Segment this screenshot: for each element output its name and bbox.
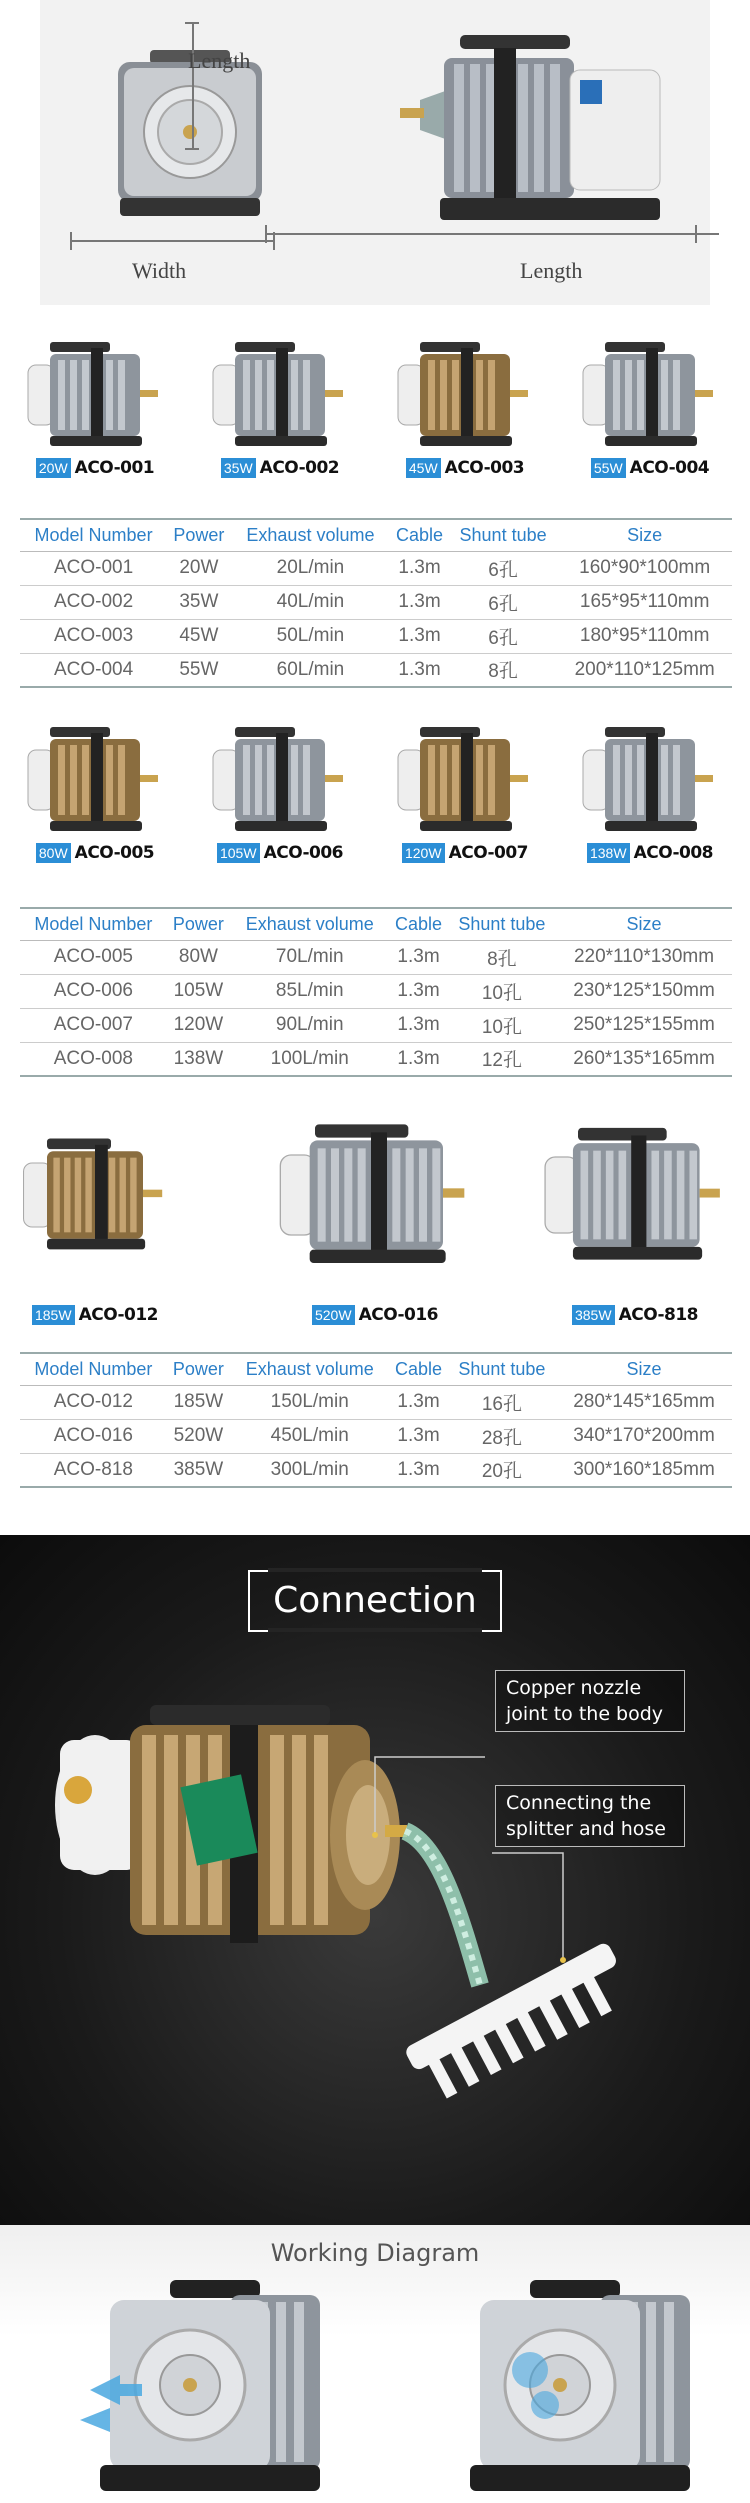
- table-row: [20, 1042, 732, 1076]
- gold-pump-image: [390, 340, 540, 450]
- width-label: Width: [132, 258, 187, 283]
- product-tag: [380, 843, 550, 863]
- table-row: [20, 551, 732, 585]
- table-cell: 12孔: [448, 1042, 556, 1076]
- table-cell: ACO-002: [20, 585, 167, 619]
- gold-pump-image: [390, 725, 540, 835]
- table-cell: 300*160*185mm: [556, 1453, 732, 1487]
- model-label: ACO-001: [74, 458, 155, 478]
- model-label: ACO-005: [74, 843, 155, 863]
- model-label: ACO-818: [618, 1305, 699, 1325]
- pump-connection-image: [40, 1685, 740, 2125]
- column-header: Size: [556, 1353, 732, 1385]
- table-cell: 1.3m: [389, 1042, 447, 1076]
- table-row: [20, 653, 732, 687]
- table-cell: 50L/min: [231, 619, 391, 653]
- length-label-horizontal: Length: [520, 258, 583, 283]
- table-cell: 230*125*150mm: [556, 974, 732, 1008]
- column-header: Cable: [389, 1353, 447, 1385]
- pump-working-image-left: [80, 2280, 350, 2495]
- table-cell: 200*110*125mm: [557, 653, 732, 687]
- table-row: [20, 619, 732, 653]
- table-cell: 20L/min: [231, 551, 391, 585]
- table-cell: 1.3m: [390, 551, 449, 585]
- table-cell: ACO-016: [20, 1419, 167, 1453]
- product-tag: [265, 1305, 485, 1325]
- table-cell: 6孔: [449, 619, 558, 653]
- table-cell: 385W: [167, 1453, 230, 1487]
- table-cell: 20孔: [448, 1453, 556, 1487]
- table-cell: 250*125*155mm: [556, 1008, 732, 1042]
- power-badge: 105W: [217, 843, 260, 863]
- table-cell: 160*90*100mm: [557, 551, 732, 585]
- silver-pump-image: [575, 725, 725, 835]
- table-row: [20, 1008, 732, 1042]
- product-tag: [535, 1305, 735, 1325]
- column-header: Exhaust volume: [230, 1353, 389, 1385]
- column-header: Size: [556, 908, 732, 940]
- table-cell: ACO-001: [20, 551, 167, 585]
- power-badge: 520W: [312, 1305, 355, 1325]
- model-label: ACO-016: [358, 1305, 439, 1325]
- product-card: [535, 1120, 735, 1330]
- table-cell: 260*135*165mm: [556, 1042, 732, 1076]
- table-header-row: [20, 908, 732, 940]
- pump-working-image-right: [470, 2280, 720, 2495]
- pump-front-view-image: [110, 50, 270, 220]
- table-cell: 90L/min: [230, 1008, 389, 1042]
- column-header: Size: [557, 519, 732, 551]
- table-cell: 150L/min: [230, 1385, 389, 1419]
- product-tag: [380, 458, 550, 478]
- column-header: Model Number: [20, 908, 167, 940]
- product-tag: [10, 843, 180, 863]
- table-cell: 1.3m: [389, 1008, 447, 1042]
- table-cell: 105W: [167, 974, 230, 1008]
- power-badge: 35W: [221, 458, 256, 478]
- table-cell: 1.3m: [390, 653, 449, 687]
- product-card: [195, 340, 365, 490]
- product-card: [265, 1120, 485, 1330]
- power-badge: 138W: [587, 843, 630, 863]
- table-row: [20, 974, 732, 1008]
- table-cell: 120W: [167, 1008, 230, 1042]
- table-cell: 180*95*110mm: [557, 619, 732, 653]
- product-tag: [10, 1305, 180, 1325]
- table-cell: 40L/min: [231, 585, 391, 619]
- spec-table-1: [20, 518, 732, 688]
- product-row-3: [0, 1120, 750, 1340]
- column-header: Power: [167, 519, 231, 551]
- table-cell: 280*145*165mm: [556, 1385, 732, 1419]
- product-card: [565, 340, 735, 490]
- table-cell: 85L/min: [230, 974, 389, 1008]
- column-header: Model Number: [20, 519, 167, 551]
- power-badge: 80W: [36, 843, 71, 863]
- spec-table-2: [20, 907, 732, 1077]
- table-cell: 1.3m: [389, 1453, 447, 1487]
- silver-pump-image: [20, 340, 170, 450]
- silver-pump-image: [205, 725, 355, 835]
- callout-line: Copper nozzle: [506, 1677, 642, 1699]
- model-label: ACO-002: [259, 458, 340, 478]
- table-header-row: [20, 519, 732, 551]
- table-row: [20, 940, 732, 974]
- column-header: Power: [167, 908, 230, 940]
- table-cell: 1.3m: [389, 974, 447, 1008]
- column-header: Exhaust volume: [231, 519, 391, 551]
- table-cell: 300L/min: [230, 1453, 389, 1487]
- product-tag: [195, 458, 365, 478]
- column-header: Cable: [390, 519, 449, 551]
- callout-line: Connecting the: [506, 1792, 652, 1814]
- table-cell: 450L/min: [230, 1419, 389, 1453]
- table-cell: 1.3m: [390, 619, 449, 653]
- table-cell: 35W: [167, 585, 231, 619]
- column-header: Power: [167, 1353, 230, 1385]
- table-cell: 185W: [167, 1385, 230, 1419]
- gold-pump-image: [15, 1120, 175, 1270]
- model-label: ACO-012: [78, 1305, 159, 1325]
- product-tag: [10, 458, 180, 478]
- table-cell: ACO-006: [20, 974, 167, 1008]
- table-cell: ACO-818: [20, 1453, 167, 1487]
- table-cell: 8孔: [449, 653, 558, 687]
- table-cell: ACO-012: [20, 1385, 167, 1419]
- callout-copper-nozzle: [495, 1670, 685, 1732]
- product-card: [10, 725, 180, 875]
- table-cell: 60L/min: [231, 653, 391, 687]
- table-cell: 28孔: [448, 1419, 556, 1453]
- table-cell: ACO-008: [20, 1042, 167, 1076]
- table-cell: 10孔: [448, 974, 556, 1008]
- silver-pump-image: [575, 340, 725, 450]
- table-cell: 100L/min: [230, 1042, 389, 1076]
- table-row: [20, 1419, 732, 1453]
- power-badge: 55W: [591, 458, 626, 478]
- table-cell: 165*95*110mm: [557, 585, 732, 619]
- product-card: [10, 340, 180, 490]
- connection-section: [0, 1535, 750, 2225]
- table-cell: 220*110*130mm: [556, 940, 732, 974]
- product-card: [380, 340, 550, 490]
- silver-pump-image: [275, 1120, 475, 1270]
- table-cell: 20W: [167, 551, 231, 585]
- column-header: Exhaust volume: [230, 908, 389, 940]
- table-cell: 45W: [167, 619, 231, 653]
- pump-side-view-image: [400, 30, 700, 230]
- table-cell: 1.3m: [389, 1419, 447, 1453]
- table-cell: 80W: [167, 940, 230, 974]
- table-cell: 10孔: [448, 1008, 556, 1042]
- table-cell: ACO-003: [20, 619, 167, 653]
- table-header-row: [20, 1353, 732, 1385]
- table-cell: ACO-005: [20, 940, 167, 974]
- power-badge: 385W: [572, 1305, 615, 1325]
- connection-title: Connection: [273, 1580, 477, 1621]
- product-card: [10, 1120, 180, 1330]
- table-cell: 6孔: [449, 585, 558, 619]
- table-row: [20, 585, 732, 619]
- column-header: Cable: [389, 908, 447, 940]
- product-tag: [565, 458, 735, 478]
- table-cell: 138W: [167, 1042, 230, 1076]
- product-card: [565, 725, 735, 875]
- table-cell: 55W: [167, 653, 231, 687]
- silver-pump-image: [205, 340, 355, 450]
- power-badge: 185W: [32, 1305, 75, 1325]
- table-cell: 1.3m: [390, 585, 449, 619]
- table-cell: 1.3m: [389, 1385, 447, 1419]
- model-label: ACO-004: [629, 458, 710, 478]
- product-row-1: [0, 340, 750, 500]
- model-label: ACO-008: [633, 843, 714, 863]
- product-row-2: [0, 725, 750, 885]
- product-card: [380, 725, 550, 875]
- table-cell: 8孔: [448, 940, 556, 974]
- table-cell: 16孔: [448, 1385, 556, 1419]
- spec-table-3: [20, 1352, 732, 1488]
- table-cell: 520W: [167, 1419, 230, 1453]
- callout-line: joint to the body: [506, 1703, 664, 1725]
- table-row: [20, 1385, 732, 1419]
- column-header: Shunt tube: [449, 519, 558, 551]
- callout-splitter-hose: [495, 1785, 685, 1847]
- table-cell: 1.3m: [389, 940, 447, 974]
- power-badge: 45W: [406, 458, 441, 478]
- column-header: Shunt tube: [448, 908, 556, 940]
- power-badge: 20W: [36, 458, 71, 478]
- callout-line: splitter and hose: [506, 1818, 666, 1840]
- product-card: [195, 725, 365, 875]
- column-header: Shunt tube: [448, 1353, 556, 1385]
- model-label: ACO-006: [263, 843, 344, 863]
- model-label: ACO-003: [444, 458, 525, 478]
- column-header: Model Number: [20, 1353, 167, 1385]
- product-tag: [565, 843, 735, 863]
- table-cell: ACO-007: [20, 1008, 167, 1042]
- table-cell: 6孔: [449, 551, 558, 585]
- dimension-diagram: [40, 0, 710, 305]
- length-label-vertical: Length: [188, 48, 251, 73]
- silver-pump-image: [540, 1120, 730, 1270]
- table-cell: 340*170*200mm: [556, 1419, 732, 1453]
- model-label: ACO-007: [448, 843, 529, 863]
- table-row: [20, 1453, 732, 1487]
- working-diagram-section: [0, 2225, 750, 2503]
- gold-pump-image: [20, 725, 170, 835]
- connection-title-box: [248, 1570, 502, 1632]
- power-badge: 120W: [402, 843, 445, 863]
- working-diagram-title: Working Diagram: [270, 2239, 480, 2267]
- table-cell: 70L/min: [230, 940, 389, 974]
- product-tag: [195, 843, 365, 863]
- table-cell: ACO-004: [20, 653, 167, 687]
